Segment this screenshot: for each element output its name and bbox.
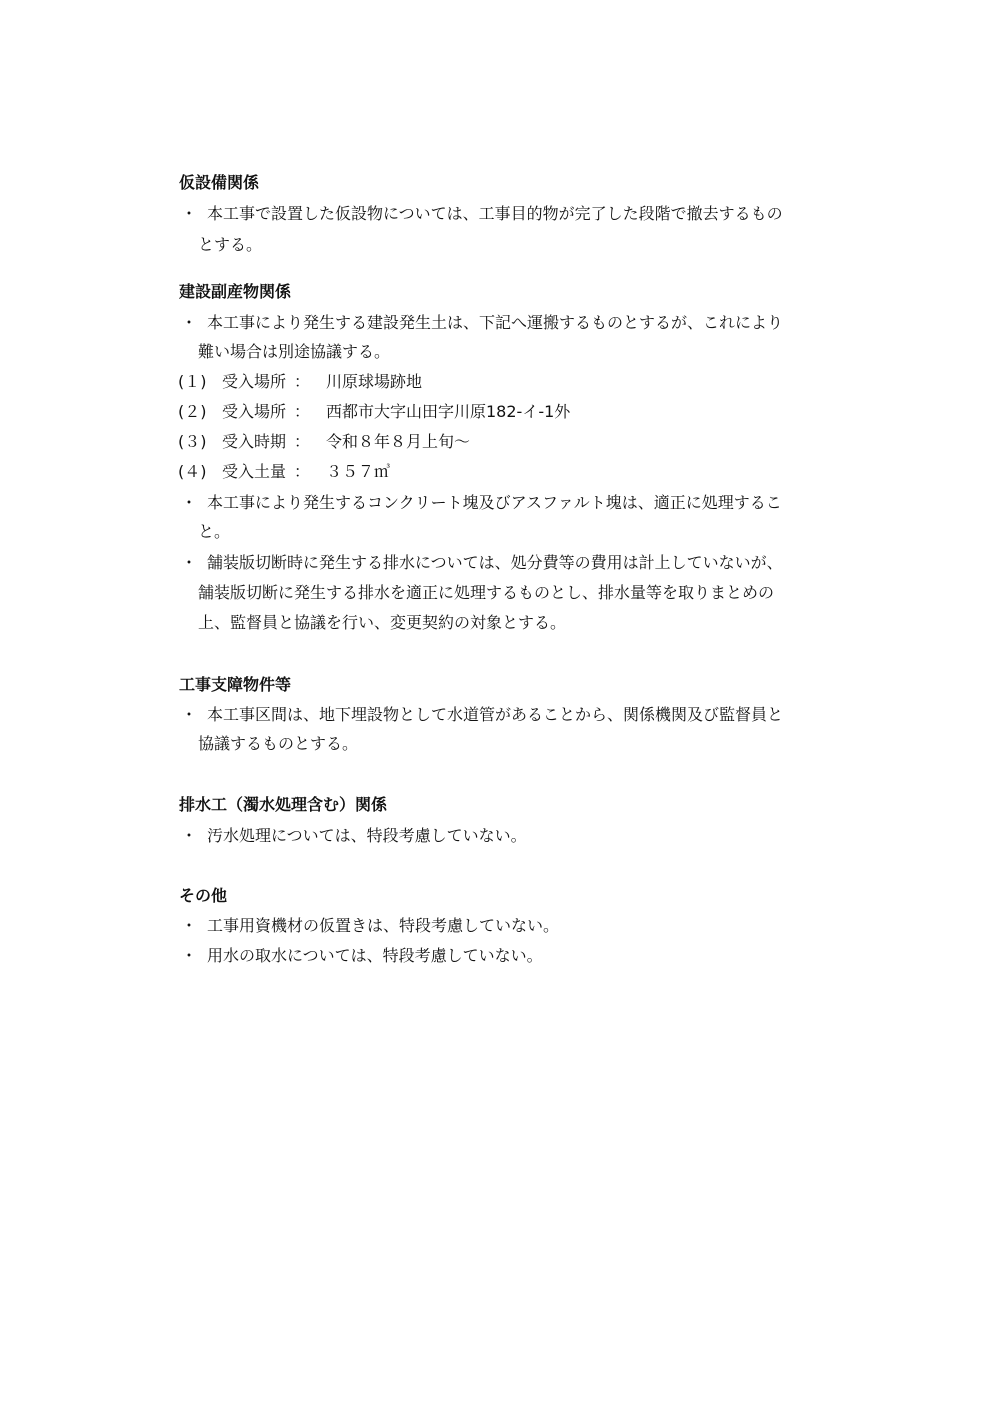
bullet-text: 本工事区間は、地下埋設物として水道管があることから、関係機関及び監督員と <box>207 705 784 724</box>
bullet-continuation: 協議するものとする。 <box>198 734 359 753</box>
bullet-text: 舗装版切断時に発生する排水については、処分費等の費用は計上していないが、 <box>207 553 783 572</box>
bullet-mark: ・ <box>181 916 198 935</box>
bullet-continuation: 上、監督員と協議を行い、変更契約の対象とする。 <box>198 613 567 632</box>
section-title-temporary-facilities: 仮設備関係 <box>179 173 260 192</box>
item-key: 受入場所 <box>222 372 287 391</box>
bullet-text: 用水の取水については、特段考慮していない。 <box>207 946 543 965</box>
section-title-drainage: 排水工（濁水処理含む）関係 <box>179 795 388 814</box>
bullet-text: 本工事で設置した仮設物については、工事目的物が完了した段階で撤去するもの <box>207 204 783 223</box>
bullet-line <box>181 916 559 936</box>
bullet-text: 本工事により発生するコンクリート塊及びアスファルト塊は、適正に処理するこ <box>207 493 782 512</box>
numbered-item <box>178 372 422 392</box>
bullet-line <box>181 553 783 573</box>
item-value: ３５７㎥ <box>326 462 391 481</box>
bullet-line <box>181 493 782 513</box>
bullet-mark: ・ <box>181 313 198 332</box>
bullet-text: 工事用資機材の仮置きは、特段考慮していない。 <box>207 916 560 935</box>
numbered-item <box>178 432 470 452</box>
bullet-mark: ・ <box>181 826 198 845</box>
item-number: (３) <box>178 432 207 451</box>
section-title-construction-byproducts: 建設副産物関係 <box>179 282 292 301</box>
bullet-text: 本工事により発生する建設発生土は、下記へ運搬するものとするが、これにより <box>207 313 784 332</box>
bullet-line <box>181 946 543 966</box>
numbered-item <box>178 462 390 482</box>
bullet-continuation: 難い場合は別途協議する。 <box>198 342 391 361</box>
bullet-line <box>181 705 783 725</box>
item-key: 受入時期 <box>222 432 287 451</box>
item-number: (４) <box>178 462 207 481</box>
item-value: 西都市大字山田字川原182-イ-1外 <box>326 402 571 421</box>
bullet-line <box>181 204 783 224</box>
bullet-mark: ・ <box>181 553 198 572</box>
item-colon: ： <box>294 402 311 421</box>
bullet-continuation: 舗装版切断に発生する排水を適正に処理するものとし、排水量等を取りまとめの <box>198 583 775 602</box>
item-key: 受入場所 <box>222 402 287 421</box>
item-key: 受入土量 <box>222 462 287 481</box>
bullet-text: 汚水処理については、特段考慮していない。 <box>207 826 527 845</box>
bullet-continuation: と。 <box>198 522 231 541</box>
item-colon: ： <box>294 462 311 481</box>
numbered-item <box>178 402 570 422</box>
bullet-continuation: とする。 <box>198 235 263 254</box>
bullet-mark: ・ <box>181 493 198 512</box>
bullet-line <box>181 826 527 846</box>
item-value: 川原球場跡地 <box>326 372 423 391</box>
item-number: (２) <box>178 402 207 421</box>
item-number: (１) <box>178 372 207 391</box>
item-colon: ： <box>294 372 311 391</box>
bullet-mark: ・ <box>181 705 198 724</box>
section-title-other: その他 <box>179 886 228 905</box>
item-value: 令和８年８月上旬～ <box>326 432 471 451</box>
bullet-mark: ・ <box>181 946 198 965</box>
item-colon: ： <box>294 432 311 451</box>
bullet-line <box>181 313 783 333</box>
bullet-mark: ・ <box>181 204 198 223</box>
section-title-obstacles: 工事支障物件等 <box>179 675 292 694</box>
